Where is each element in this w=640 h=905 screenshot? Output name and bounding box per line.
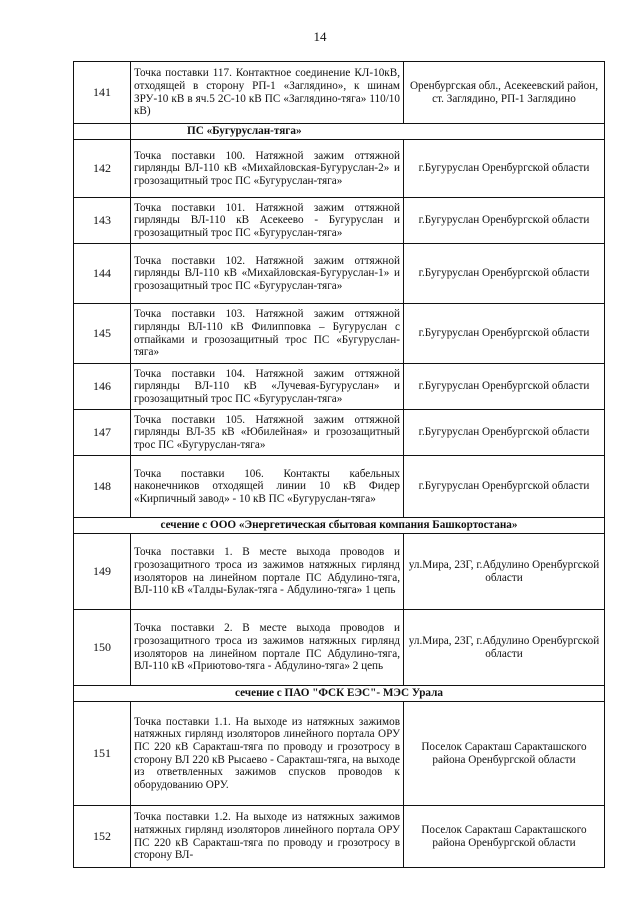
- row-number: 150: [74, 610, 131, 686]
- table-row: [74, 702, 605, 806]
- row-number: 142: [74, 140, 131, 198]
- row-number: 148: [74, 456, 131, 518]
- row-number: 147: [74, 410, 131, 456]
- supply-point-description: Точка поставки 1.2. На выходе из натяжных зажимов натяжных гирлянд изоляторов линейного портала ОРУ ПС 220 кВ Саракташ-тяга по проводу и грозотросу в сторону ВЛ-: [131, 806, 404, 868]
- supply-point-description: Точка поставки 1. В месте выхода проводов и грозозащитного троса из зажимов натяжных гирлянд изоляторов на линейном портале ПС Абдулино-тяга, ВЛ-110 кВ «Талды-Булак-тяга - Абдулино-тяга» 1 цепь: [131, 534, 404, 610]
- table-row: [74, 610, 605, 686]
- table-row: [74, 410, 605, 456]
- row-number: 151: [74, 702, 131, 806]
- supply-point-description: Точка поставки 100. Натяжной зажим оттяжной гирлянды ВЛ-110 кВ «Михайловская-Бугуруслан-2» и грозозащитный трос ПС «Бугуруслан-тяга»: [131, 140, 404, 198]
- supply-point-location: ул.Мира, 23Г, г.Абдулино Оренбургской области: [404, 610, 605, 686]
- table-row: [74, 364, 605, 410]
- section-row: [74, 518, 605, 534]
- supply-point-description: Точка поставки 101. Натяжной зажим оттяжной гирлянды ВЛ-110 кВ Асекеево - Бугуруслан и грозозащитный трос ПС «Бугуруслан-тяга»: [131, 198, 404, 244]
- supply-point-location: г.Бугуруслан Оренбургской области: [404, 304, 605, 364]
- supply-point-location: Оренбургская обл., Асекеевский район, ст. Заглядино, РП-1 Заглядино: [404, 62, 605, 124]
- supply-point-location: г.Бугуруслан Оренбургской области: [404, 244, 605, 304]
- table-row: [74, 62, 605, 124]
- section-heading: ПС «Бугуруслан-тяга»: [131, 124, 605, 140]
- row-number: 149: [74, 534, 131, 610]
- row-number: 145: [74, 304, 131, 364]
- supply-point-description: Точка поставки 103. Натяжной зажим оттяжной гирлянды ВЛ-110 кВ Филипповка – Бугуруслан с отпайками и грозозащитный трос ПС «Бугуруслан-тяга»: [131, 304, 404, 364]
- supply-point-description: Точка поставки 104. Натяжной зажим оттяжной гирлянды ВЛ-110 кВ «Лучевая-Бугуруслан» и грозозащитный трос ПС «Бугуруслан-тяга»: [131, 364, 404, 410]
- section-heading: сечение с ПАО "ФСК ЕЭС"- МЭС Урала: [74, 686, 605, 702]
- table-row: [74, 198, 605, 244]
- supply-point-location: Поселок Саракташ Саракташского района Оренбургской области: [404, 806, 605, 868]
- row-number: 143: [74, 198, 131, 244]
- row-number: 144: [74, 244, 131, 304]
- section-row: [74, 686, 605, 702]
- supply-point-description: Точка поставки 102. Натяжной зажим оттяжной гирлянды ВЛ-110 кВ «Михайловская-Бугуруслан-1» и грозозащитный трос ПС «Бугуруслан-тяга»: [131, 244, 404, 304]
- row-number: 146: [74, 364, 131, 410]
- supply-point-location: Поселок Саракташ Саракташского района Оренбургской области: [404, 702, 605, 806]
- row-number: 152: [74, 806, 131, 868]
- supply-point-description: Точка поставки 105. Натяжной зажим оттяжной гирлянды ВЛ-35 кВ «Юбилейная» и грозозащитный трос ПС «Бугуруслан-тяга»: [131, 410, 404, 456]
- supply-point-location: г.Бугуруслан Оренбургской области: [404, 456, 605, 518]
- table-row: [74, 244, 605, 304]
- supply-point-location: ул.Мира, 23Г, г.Абдулино Оренбургской области: [404, 534, 605, 610]
- page-number: 14: [313, 29, 327, 44]
- supply-point-location: г.Бугуруслан Оренбургской области: [404, 140, 605, 198]
- table-row: [74, 534, 605, 610]
- table-row: [74, 140, 605, 198]
- section-row: [74, 124, 605, 140]
- table-row: [74, 304, 605, 364]
- supply-point-description: Точка поставки 117. Контактное соединение КЛ-10кВ, отходящей в сторону РП-1 «Заглядино», к шинам ЗРУ-10 кВ в яч.5 2С-10 кВ ПС «Заглядино-тяга» 110/10 кВ): [131, 62, 404, 124]
- supply-point-location: г.Бугуруслан Оренбургской области: [404, 198, 605, 244]
- supply-points-table: [73, 61, 605, 868]
- row-number: 141: [74, 62, 131, 124]
- table-row: [74, 806, 605, 868]
- table-row: [74, 456, 605, 518]
- section-heading: сечение с ООО «Энергетическая сбытовая компания Башкортостана»: [74, 518, 605, 534]
- supply-point-location: г.Бугуруслан Оренбургской области: [404, 410, 605, 456]
- supply-point-description: Точка поставки 2. В месте выхода проводов и грозозащитного троса из зажимов натяжных гирлянд изоляторов на линейном портале ПС Абдулино-тяга, ВЛ-110 кВ «Приютово-тяга - Абдулино-тяга» 2 цепь: [131, 610, 404, 686]
- supply-point-description: Точка поставки 106. Контакты кабельных наконечников отходящей линии 10 кВ Фидер «Кирпичный завод» - 10 кВ ПС «Бугуруслан-тяга»: [131, 456, 404, 518]
- supply-point-location: г.Бугуруслан Оренбургской области: [404, 364, 605, 410]
- supply-point-description: Точка поставки 1.1. На выходе из натяжных зажимов натяжных гирлянд изоляторов линейного портала ОРУ ПС 220 кВ Саракташ-тяга по проводу и грозотросу в сторону ВЛ 220 кВ Рысаево - Саракташ-тяга, на выходе из ответвленных зажимов спусков проводов к оборудованию ОРУ.: [131, 702, 404, 806]
